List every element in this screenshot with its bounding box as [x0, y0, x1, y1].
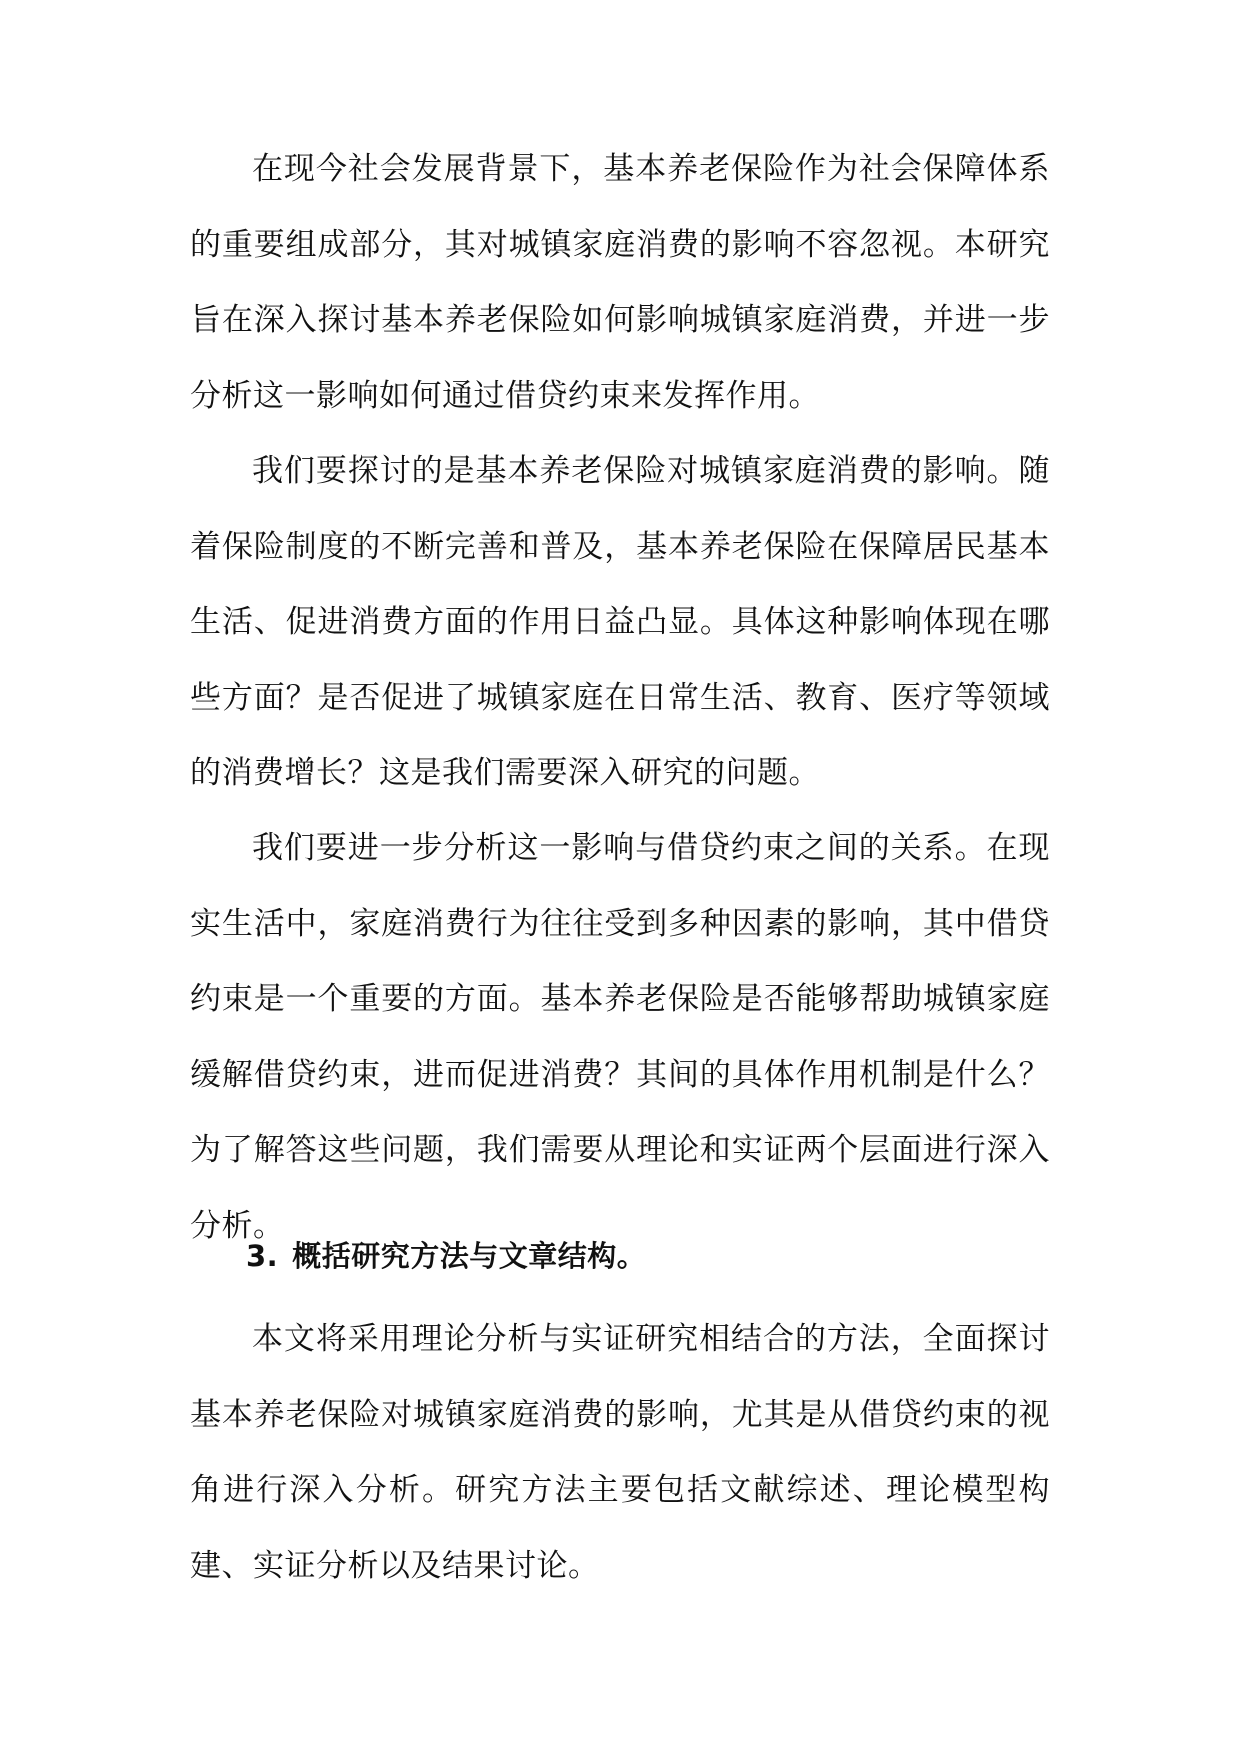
- body-paragraph-consumption-impact: 我们要探讨的是基本养老保险对城镇家庭消费的影响。随着保险制度的不断完善和普及，基本养老保险在保障居民基本生活、促进消费方面的作用日益凸显。具体这种影响体现在哪些方面？是否促进了城镇家庭在日常生活、教育、医疗等领域的消费增长？这是我们需要深入研究的问题。: [190, 453, 1050, 791]
- section-number: 3.: [246, 1239, 279, 1273]
- body-paragraph-research-method: 本文将采用理论分析与实证研究相结合的方法，全面探讨基本养老保险对城镇家庭消费的影响，尤其是从借贷约束的视角进行深入分析。研究方法主要包括文献综述、理论模型构建、实证分析以及结果讨论。: [190, 1321, 1050, 1584]
- body-paragraph-borrowing-constraint: 我们要进一步分析这一影响与借贷约束之间的关系。在现实生活中，家庭消费行为往往受到多种因素的影响，其中借贷约束是一个重要的方面。基本养老保险是否能够帮助城镇家庭缓解借贷约束，进而促进消费？其间的具体作用机制是什么？为了解答这些问题，我们需要从理论和实证两个层面进行深入分析。: [190, 830, 1050, 1244]
- section-heading: [246, 1221, 646, 1291]
- section-title: 概括研究方法与文章结构。: [292, 1239, 647, 1273]
- body-paragraph-pension-background: 在现今社会发展背景下，基本养老保险作为社会保障体系的重要组成部分，其对城镇家庭消费的影响不容忽视。本研究旨在深入探讨基本养老保险如何影响城镇家庭消费，并进一步分析这一影响如何通过借贷约束来发挥作用。: [190, 151, 1050, 414]
